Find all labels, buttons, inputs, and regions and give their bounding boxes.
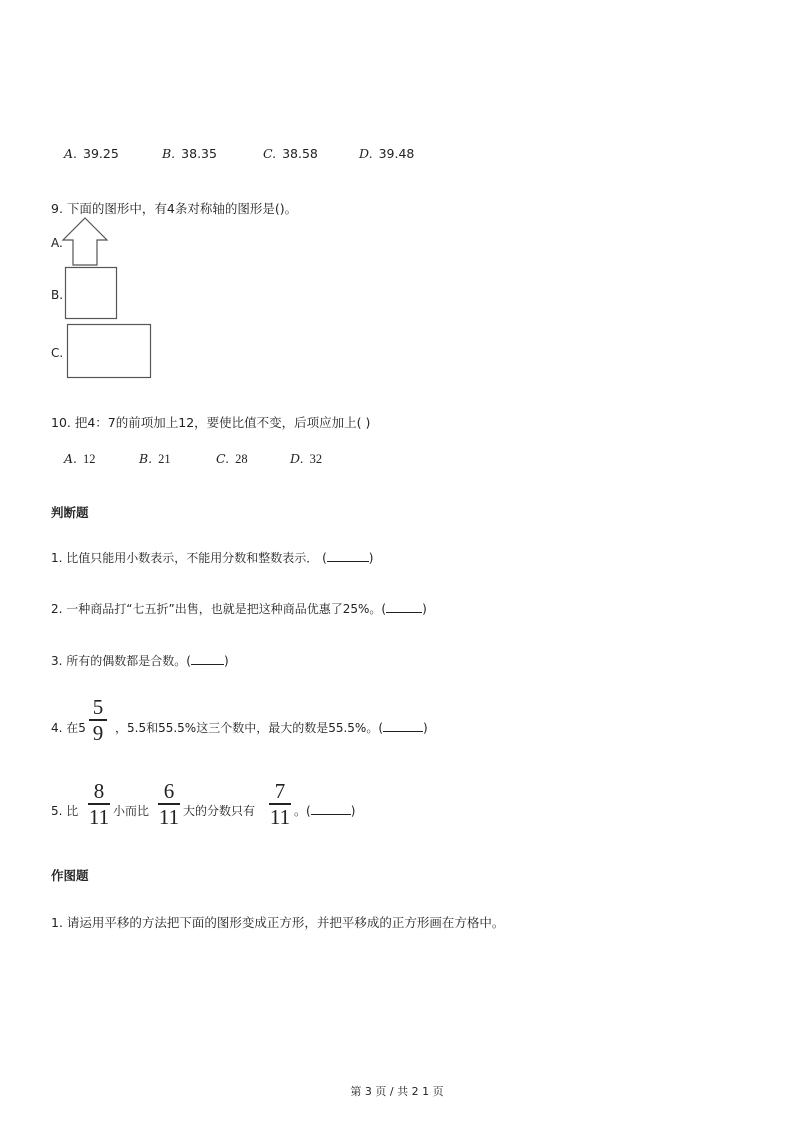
q10-option-d: D. 32: [290, 451, 323, 466]
q8-option-c: C. 38.58: [263, 146, 318, 161]
answer-blank-5[interactable]: [311, 804, 351, 815]
answer-blank-1[interactable]: [327, 551, 369, 562]
q9-label-b: B.: [51, 288, 64, 302]
judge-item-5-text-2: 大的分数只有: [183, 804, 256, 818]
q9-arrow-shape: [60, 216, 110, 268]
q8-option-a: A. 39.25: [64, 146, 119, 161]
q9-square-shape: [64, 266, 119, 321]
q10-stem: 10. 把4：7的前项加上12，要使比值不变，后项应加上( ): [51, 415, 371, 430]
judge-item-3: 3. 所有的偶数都是合数。( ): [51, 654, 229, 668]
answer-blank-4[interactable]: [383, 721, 423, 732]
q9-stem: 9. 下面的图形中，有4条对称轴的图形是()。: [51, 201, 298, 216]
fraction-8-11: 8 11: [88, 779, 110, 829]
fraction-7-11: 7 11: [269, 779, 291, 829]
q9-rectangle-shape: [66, 323, 153, 380]
judge-item-4-text: ，5.5和55.5%这三个数中，最大的数是55.5%。( ): [115, 721, 428, 735]
judge-item-4-prefix: 4. 在5: [51, 721, 86, 735]
q10-option-b: B. 21: [139, 451, 171, 466]
judge-item-2: 2. 一种商品打“七五折”出售，也就是把这种商品优惠了25%。( ): [51, 602, 427, 616]
q9-label-a: A.: [51, 236, 63, 250]
judge-item-5-text-3: 。( ): [294, 804, 356, 818]
q10-option-a: A. 12: [64, 451, 96, 466]
page-footer: 第 3 页 / 共 2 1 页: [350, 1085, 444, 1098]
q10-option-c: C. 28: [216, 451, 248, 466]
judge-item-5-text-1: 小而比: [113, 804, 150, 818]
judge-item-1: 1. 比值只能用小数表示，不能用分数和整数表示． ( ): [51, 551, 374, 565]
judge-item-5-prefix: 5. 比: [51, 804, 79, 818]
judge-heading: 判断题: [51, 505, 89, 520]
fraction-5-9: 5 9: [89, 696, 107, 744]
draw-item-1: 1. 请运用平移的方法把下面的图形变成正方形，并把平移成的正方形画在方格中。: [51, 915, 505, 930]
answer-blank-2[interactable]: [386, 602, 422, 613]
q8-option-d: D. 39.48: [359, 146, 415, 161]
draw-heading: 作图题: [51, 868, 89, 883]
q8-option-b: B. 38.35: [162, 146, 217, 161]
fraction-6-11: 6 11: [158, 779, 180, 829]
q9-label-c: C.: [51, 346, 64, 360]
answer-blank-3[interactable]: [191, 654, 224, 665]
